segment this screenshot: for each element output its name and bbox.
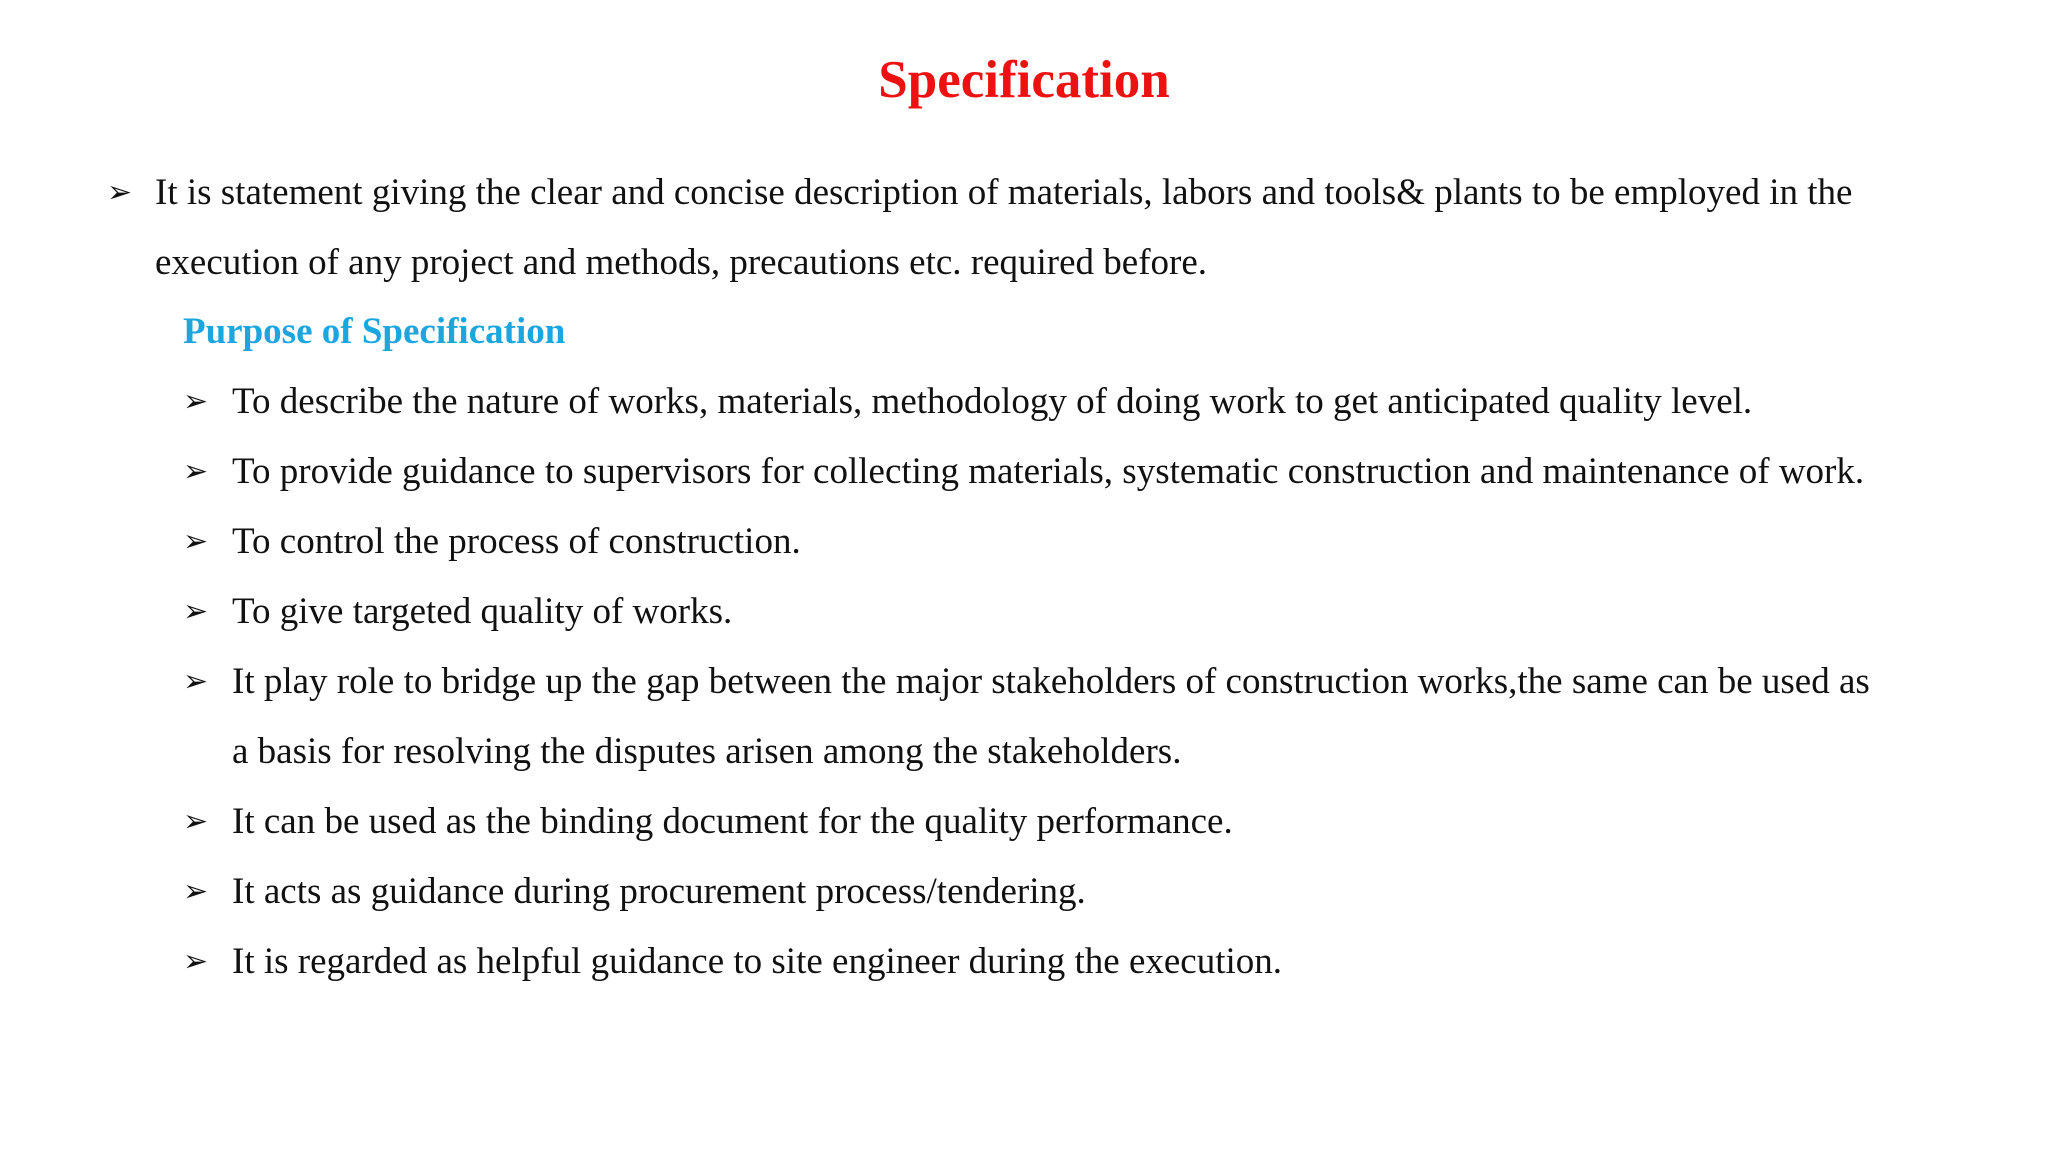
arrow-bullet-icon: ➢ (183, 874, 209, 909)
intro-section (107, 158, 1907, 298)
arrow-bullet-icon: ➢ (183, 944, 209, 979)
arrow-bullet-icon: ➢ (107, 175, 133, 210)
list-item (183, 577, 1883, 647)
list-item-text: It play role to bridge up the gap between the major stakeholders of construction works,the same can be used as a basis for resolving the disputes arisen among the stakeholders. (232, 661, 1870, 772)
intro-bullet (107, 158, 1907, 298)
list-item (183, 787, 1883, 857)
list-item-text: It acts as guidance during procurement process/tendering. (232, 871, 1086, 912)
slide-title: Specification (878, 51, 1170, 109)
list-item-text: To describe the nature of works, materials, methodology of doing work to get anticipated quality level. (232, 381, 1753, 422)
list-item (183, 437, 1883, 507)
arrow-bullet-icon: ➢ (183, 384, 209, 419)
purpose-list (183, 367, 1883, 997)
intro-text: It is statement giving the clear and concise description of materials, labors and tools& plants to be employed in the execution of any project and methods, precautions etc. required before. (155, 172, 1853, 283)
list-item-text: It is regarded as helpful guidance to site engineer during the execution. (232, 941, 1283, 982)
list-item-text: To provide guidance to supervisors for collecting materials, systematic construction and maintenance of work. (232, 451, 1865, 492)
list-item (183, 857, 1883, 927)
list-item-text: It can be used as the binding document for the quality performance. (232, 801, 1233, 842)
arrow-bullet-icon: ➢ (183, 804, 209, 839)
list-item-text: To control the process of construction. (232, 521, 801, 562)
list-item (183, 367, 1883, 437)
list-item (183, 507, 1883, 577)
arrow-bullet-icon: ➢ (183, 524, 209, 559)
arrow-bullet-icon: ➢ (183, 594, 209, 629)
arrow-bullet-icon: ➢ (183, 664, 209, 699)
purpose-heading: Purpose of Specification (183, 311, 566, 352)
list-item (183, 647, 1883, 787)
arrow-bullet-icon: ➢ (183, 454, 209, 489)
list-item (183, 927, 1883, 997)
list-item-text: To give targeted quality of works. (232, 591, 733, 632)
